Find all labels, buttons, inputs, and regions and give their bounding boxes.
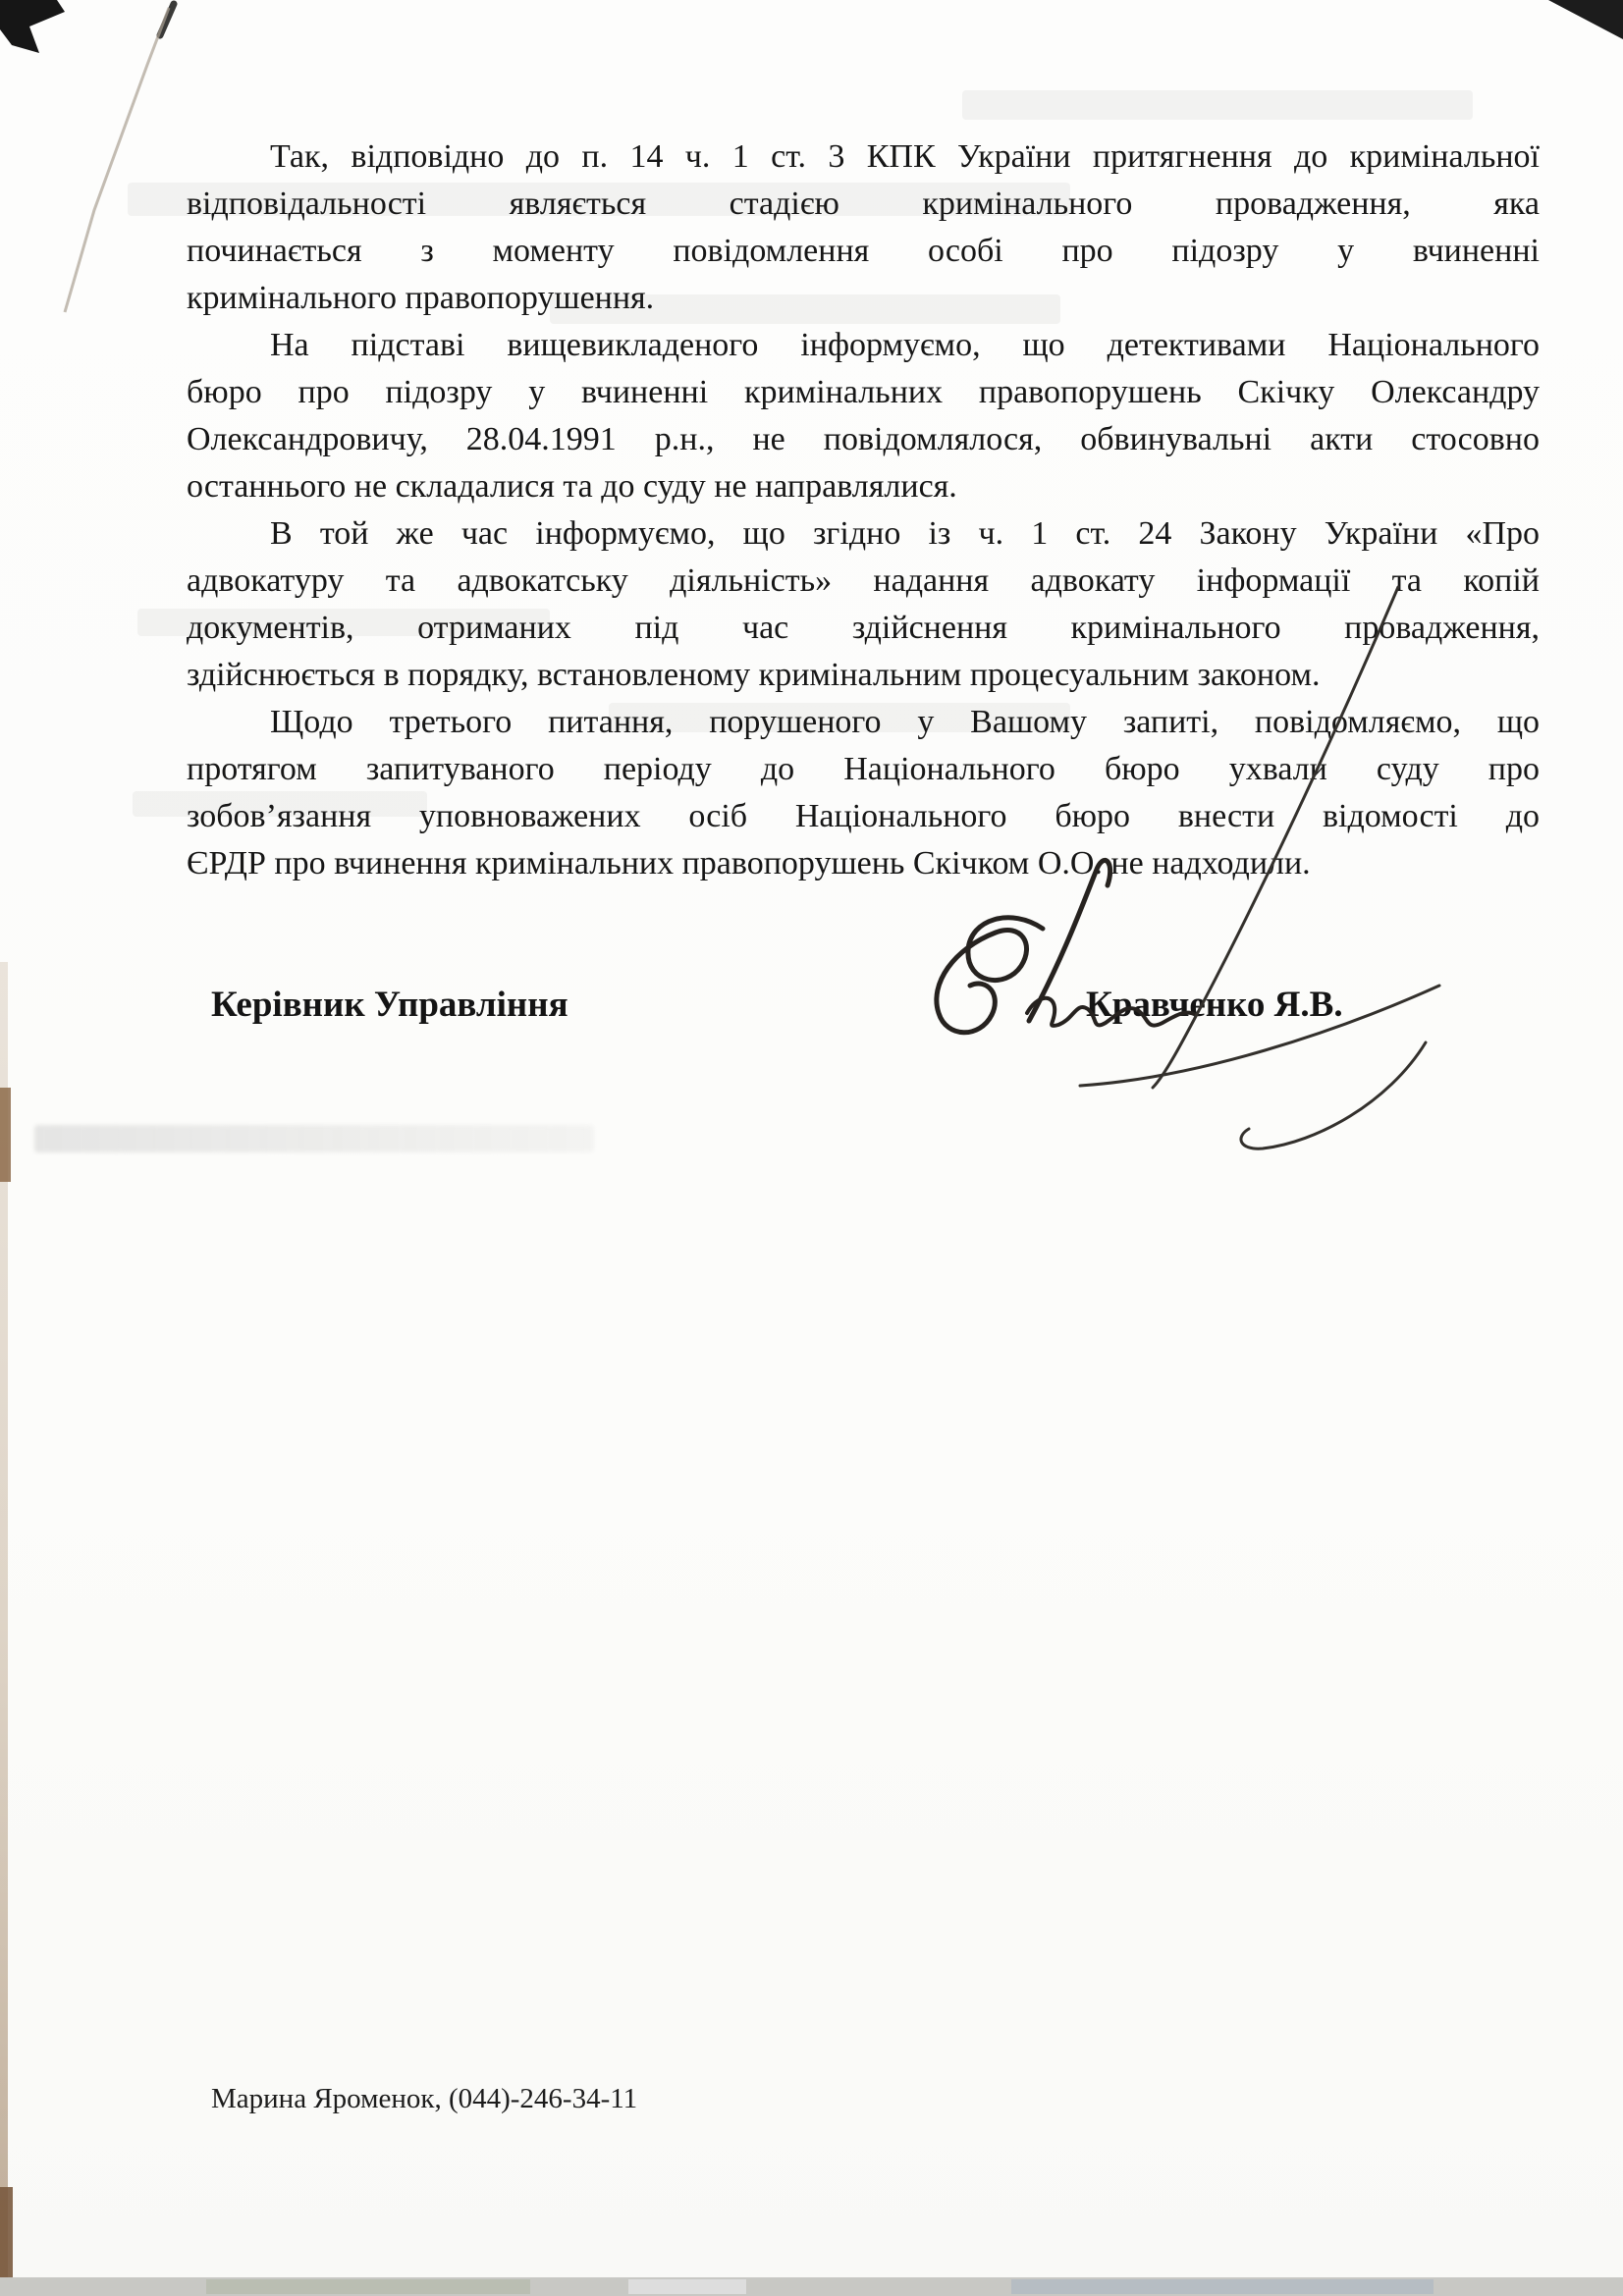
text-line: бюро про підозру у вчиненні кримінальних правопорушень Скічку Олександру bbox=[187, 374, 1540, 410]
paper-edge-brown-patch bbox=[0, 2187, 13, 2296]
text-line: документів, отриманих під час здійснення кримінального провадження, bbox=[187, 610, 1540, 646]
text-line: зобов’язання уповноважених осіб Національного бюро внести відомості до bbox=[187, 798, 1540, 834]
text-line: починається з моменту повідомлення особі про підозру у вчиненні bbox=[187, 233, 1540, 269]
crease-line bbox=[160, 4, 174, 35]
text-line: На підставі вищевикладеного інформуємо, що детективами Національного bbox=[270, 327, 1540, 363]
signer-title: Керівник Управління bbox=[211, 985, 568, 1025]
text-line: відповідальності являється стадією кримінального провадження, яка bbox=[187, 186, 1540, 222]
scan-smudge bbox=[962, 90, 1473, 120]
paper-edge-brown-patch bbox=[0, 1088, 11, 1182]
bottom-scan-band-tint bbox=[206, 2279, 530, 2294]
bottom-scan-band bbox=[0, 2277, 1623, 2296]
corner-fold-mark-top-left bbox=[0, 0, 65, 53]
text-line: ЄРДР про вчинення кримінальних правопорушень Скічком О.О. не надходили. bbox=[187, 845, 1311, 881]
crease-line bbox=[65, 8, 169, 312]
ink-bleed-band bbox=[34, 1125, 594, 1152]
signature-scribble bbox=[937, 918, 1043, 1033]
pen-stroke-hook bbox=[1241, 1042, 1426, 1148]
footer-contact: Марина Яроменок, (044)-246-34-11 bbox=[211, 2083, 638, 2114]
text-line: Щодо третього питання, порушеного у Вашому запиті, повідомляємо, що bbox=[270, 704, 1540, 740]
bottom-scan-band-gap bbox=[628, 2279, 746, 2294]
text-line: здійснюється в порядку, встановленому кримінальним процесуальним законом. bbox=[187, 657, 1321, 693]
paper-edge-strip bbox=[0, 962, 8, 2296]
text-line: В той же час інформуємо, що згідно із ч. 1 ст. 24 Закону України «Про bbox=[270, 515, 1540, 552]
document-body bbox=[187, 133, 1540, 887]
text-line: кримінального правопорушення. bbox=[187, 280, 655, 316]
text-line: адвокатуру та адвокатську діяльність» надання адвокату інформації та копій bbox=[187, 562, 1540, 599]
bottom-scan-band-tint bbox=[1011, 2279, 1434, 2294]
text-line: протягом запитуваного періоду до Національного бюро ухвали суду про bbox=[187, 751, 1540, 787]
text-line: Олександровичу, 28.04.1991 р.н., не повідомлялося, обвинувальні акти стосовно bbox=[187, 421, 1540, 457]
signer-name: Кравченко Я.В. bbox=[1086, 985, 1343, 1025]
text-line: Так, відповідно до п. 14 ч. 1 ст. 3 КПК України притягнення до кримінальної bbox=[270, 138, 1540, 175]
corner-shadow-top-right bbox=[1548, 0, 1623, 39]
text-line: останнього не складалися та до суду не направлялися. bbox=[187, 468, 957, 505]
